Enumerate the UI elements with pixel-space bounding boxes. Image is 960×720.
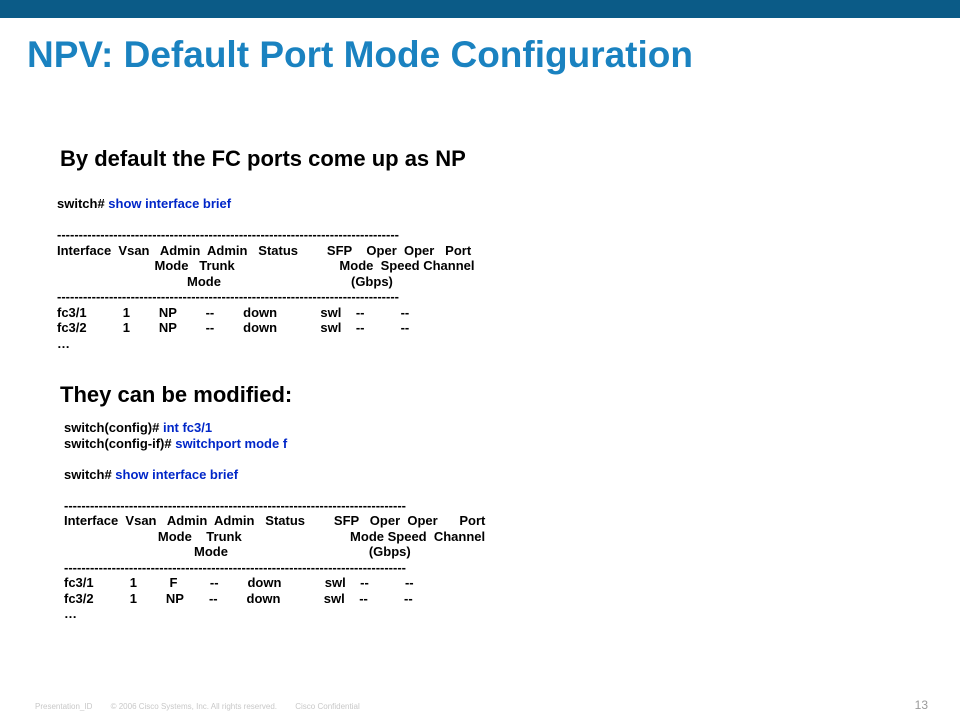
section1-header-line-2: Mode Trunk Mode Speed Channel — [57, 258, 475, 273]
section2-prompt: switch# — [64, 466, 116, 482]
spacer — [64, 482, 485, 498]
section2-header-line-1: Interface Vsan Admin Admin Status SFP Oper Oper Port — [64, 513, 486, 528]
section2-header-line-3: Mode (Gbps) — [64, 544, 411, 559]
section1-cli-output — [57, 196, 475, 351]
section2-row-1: fc3/1 1 F -- down swl -- -- — [64, 575, 414, 590]
spacer — [57, 212, 475, 228]
config-if-command: switchport mode f — [175, 435, 288, 451]
section2-command-line — [64, 467, 485, 483]
section2-config-line-2 — [64, 436, 485, 452]
section1-row-2: fc3/2 1 NP -- down swl -- -- — [57, 320, 410, 335]
top-banner — [0, 0, 960, 18]
slide-title: NPV: Default Port Mode Configuration — [27, 34, 693, 75]
section2-row-ellipsis: … — [64, 606, 77, 621]
section2-heading: They can be modified: — [60, 382, 293, 407]
section1-header-line-1: Interface Vsan Admin Admin Status SFP Oper Oper Port — [57, 242, 472, 258]
section2-dashes-top: ------------------------------------------------------------------------------- — [64, 497, 406, 513]
section1-dashes-bottom: ------------------------------------------------------------------------------- — [57, 289, 399, 304]
section1-row-1: fc3/1 1 NP -- down swl -- -- — [57, 304, 410, 320]
section1-prompt: switch# — [57, 196, 109, 211]
config-prompt: switch(config)# — [64, 420, 163, 435]
footer-confidential: Cisco Confidential — [295, 702, 360, 711]
footer-presentation-id: Presentation_ID — [35, 702, 93, 711]
section1-command: show interface brief — [108, 196, 232, 211]
section1-heading: By default the FC ports come up as NP — [60, 146, 466, 171]
section2-command: show interface brief — [115, 466, 239, 482]
section2-header-line-2: Mode Trunk Mode Speed Channel — [64, 528, 486, 544]
section2-cli-output — [64, 420, 485, 622]
config-if-prompt: switch(config-if)# — [64, 435, 176, 451]
section1-row-ellipsis: … — [57, 335, 70, 351]
spacer — [64, 451, 485, 467]
footer-copyright: © 2006 Cisco Systems, Inc. All rights reserved. — [110, 702, 278, 711]
section2-dashes-bottom: ------------------------------------------------------------------------------- — [64, 559, 406, 575]
config-command: int fc3/1 — [162, 420, 213, 435]
section1-dashes-top: ------------------------------------------------------------------------------- — [57, 227, 399, 242]
slide-footer — [35, 702, 376, 711]
section1-command-line — [57, 196, 475, 212]
page-number: 13 — [914, 698, 928, 712]
section2-config-line-1 — [64, 420, 485, 436]
section1-header-line-3: Mode (Gbps) — [57, 273, 393, 289]
section2-row-2: fc3/2 1 NP -- down swl -- -- — [64, 590, 413, 606]
